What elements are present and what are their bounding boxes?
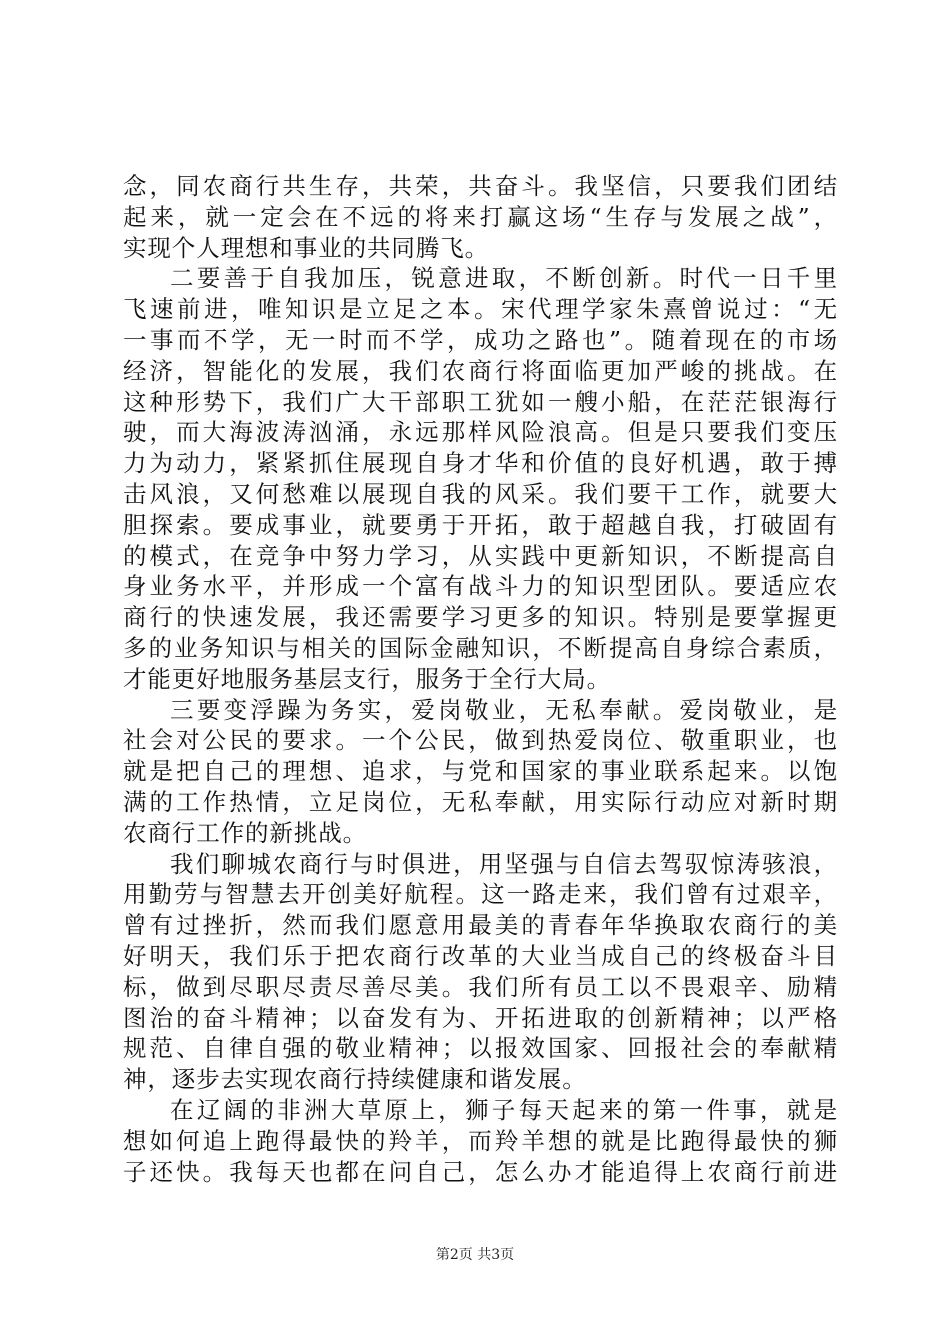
text-line: 我们聊城农商行与时俱进，用坚强与自信去驾驭惊涛骇浪，: [170, 849, 838, 878]
text-line: 农商行工作的新挑战。: [123, 818, 367, 847]
text-line: 三要变浮躁为务实，爱岗敬业，无私奉献。爱岗敬业，是: [170, 695, 838, 724]
document-body: [123, 171, 838, 1187]
text-line: 子还快。我每天也都在问自己，怎么办才能追得上农商行前进: [123, 1157, 838, 1186]
text-line: 多的业务知识与相关的国际金融知识，不断提高自身综合素质，: [123, 633, 838, 662]
text-line: 的模式，在竞争中努力学习，从实践中更新知识，不断提高自: [123, 541, 838, 570]
text-line: 这种形势下，我们广大干部职工犹如一艘小船，在茫茫银海行: [123, 387, 838, 416]
text-line: 规范、自律自强的敬业精神；以报效国家、回报社会的奉献精: [123, 1034, 838, 1063]
text-line: 身业务水平，并形成一个富有战斗力的知识型团队。要适应农: [123, 572, 838, 601]
text-line: 才能更好地服务基层支行，服务于全行大局。: [123, 664, 611, 693]
text-line: 社会对公民的要求。一个公民，做到热爱岗位、敬重职业，也: [123, 726, 838, 755]
text-line: 实现个人理想和事业的共同腾飞。: [123, 233, 489, 262]
text-line: 商行的快速发展，我还需要学习更多的知识。特别是要掌握更: [123, 603, 838, 632]
text-line: 经济，智能化的发展，我们农商行将面临更加严峻的挑战。在: [123, 356, 838, 385]
page-footer: 第2页 共3页: [435, 1247, 515, 1263]
text-line: 二要善于自我加压，锐意进取，不断创新。时代一日千里: [170, 264, 838, 293]
text-line: 好明天，我们乐于把农商行改革的大业当成自己的终极奋斗目: [123, 941, 838, 970]
text-line: 图治的奋斗精神；以奋发有为、开拓进取的创新精神；以严格: [123, 1003, 838, 1032]
text-line: 一事而不学，无一时而不学，成功之路也”。随着现在的市场: [123, 325, 838, 354]
text-line: 胆探索。要成事业，就要勇于开拓，敢于超越自我，打破固有: [123, 510, 838, 539]
text-line: 就是把自己的理想、追求，与党和国家的事业联系起来。以饱: [123, 757, 838, 786]
text-line: 驶，而大海波涛汹涌，永远那样风险浪高。但是只要我们变压: [123, 418, 838, 447]
text-line: 力为动力，紧紧抓住展现自身才华和价值的良好机遇，敢于搏: [123, 449, 838, 478]
text-line: 在辽阔的非洲大草原上，狮子每天起来的第一件事，就是: [170, 1095, 838, 1124]
text-line: 念，同农商行共生存，共荣，共奋斗。我坚信，只要我们团结: [123, 172, 838, 200]
text-line: 满的工作热情，立足岗位，无私奉献，用实际行动应对新时期: [123, 787, 838, 816]
text-line: 用勤劳与智慧去开创美好航程。这一路走来，我们曾有过艰辛，: [123, 880, 838, 909]
text-line: 标，做到尽职尽责尽善尽美。我们所有员工以不畏艰辛、励精: [123, 972, 838, 1001]
text-line: 曾有过挫折，然而我们愿意用最美的青春年华换取农商行的美: [123, 911, 838, 940]
text-line: 飞速前进，唯知识是立足之本。宋代理学家朱熹曾说过：“无: [123, 295, 838, 324]
text-line: 击风浪，又何愁难以展现自我的风采。我们要干工作，就要大: [123, 479, 838, 508]
text-line: 神，逐步去实现农商行持续健康和谐发展。: [123, 1065, 587, 1094]
text-line: 起来，就一定会在不远的将来打赢这场“生存与发展之战”，: [123, 202, 838, 231]
text-line: 想如何追上跑得最快的羚羊，而羚羊想的就是比跑得最快的狮: [123, 1126, 838, 1155]
